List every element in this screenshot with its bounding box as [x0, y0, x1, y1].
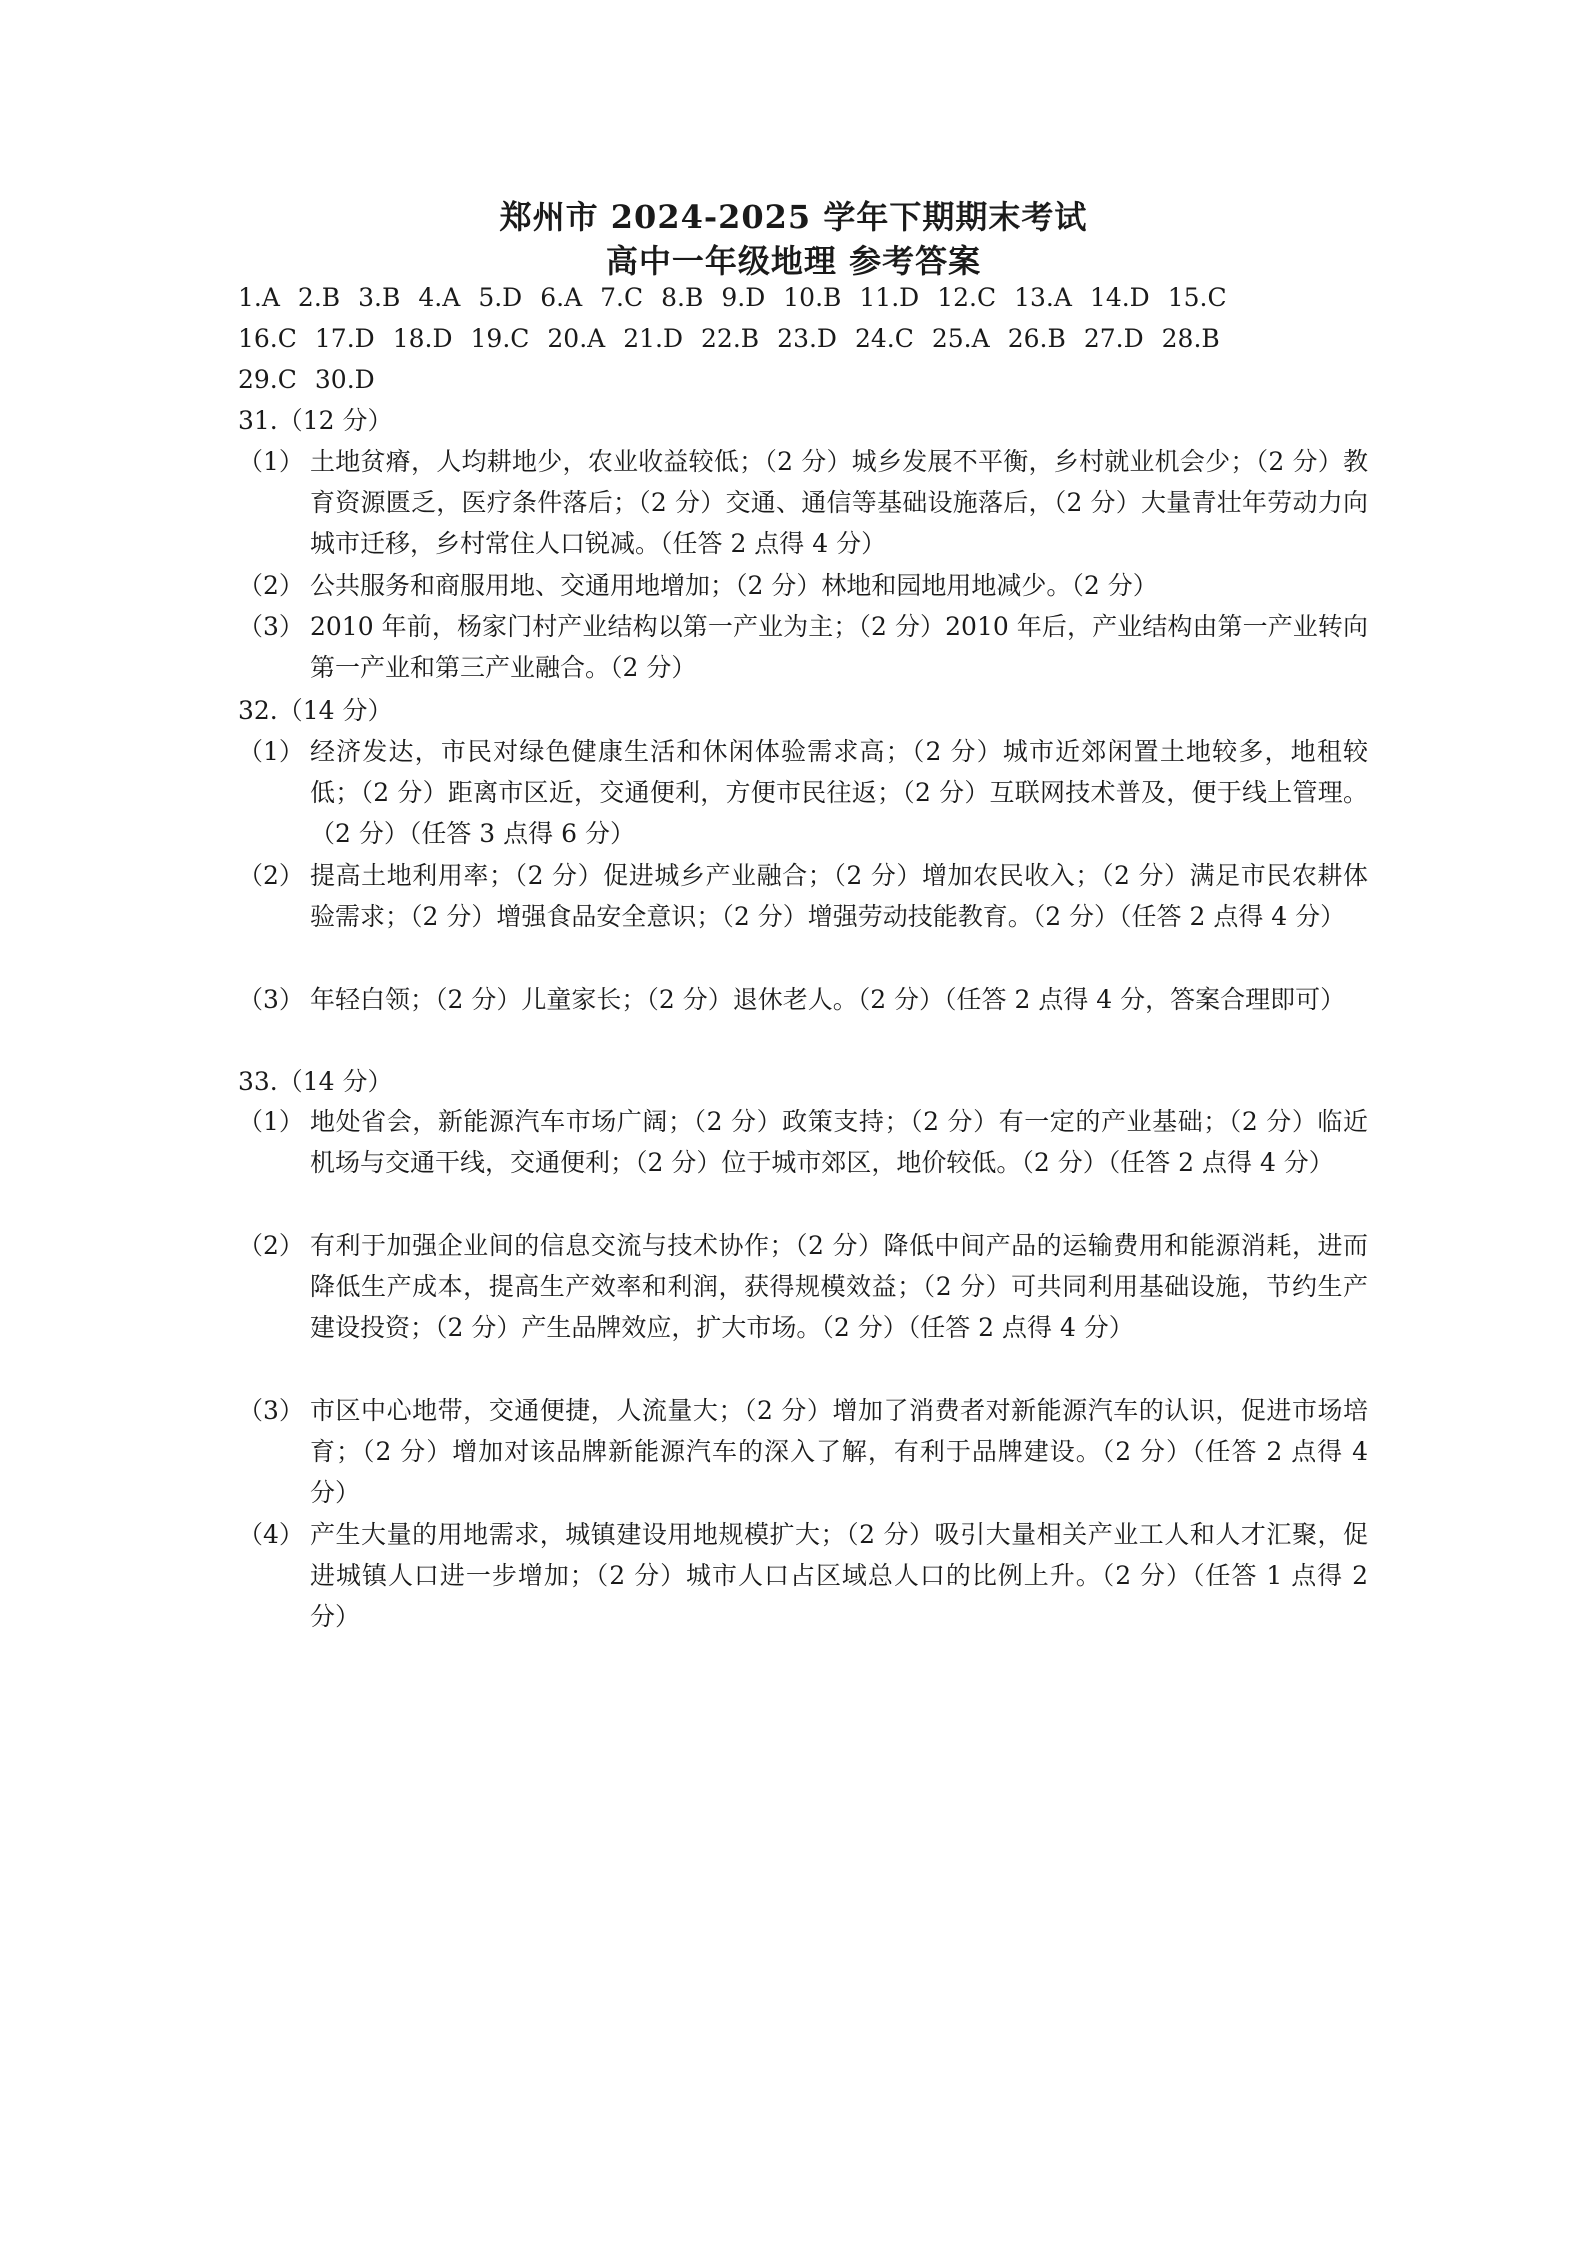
question-33-part-4	[238, 1514, 1368, 1637]
choice-answer: 16.C	[238, 324, 297, 353]
choice-answer: 19.C	[470, 324, 530, 353]
part-answer: 土地贫瘠，人均耕地少，农业收益较低；（2 分）城乡发展不平衡，乡村就业机会少；（2 分）教育资源匮乏，医疗条件落后；（2 分）交通、通信等基础设施落后，（2 分）大量青壮年劳动力向城市迁移，乡村常住人口锐减。（任答 2 点得 4 分）	[310, 447, 1368, 558]
part-answer: 公共服务和商服用地、交通用地增加；（2 分）林地和园地用地减少。（2 分）	[310, 571, 1158, 600]
choice-answer: 24.C	[854, 324, 914, 353]
choice-answer: 29.C	[238, 365, 297, 394]
choice-answer: 21.D	[623, 324, 684, 353]
part-answer: 产生大量的用地需求，城镇建设用地规模扩大；（2 分）吸引大量相关产业工人和人才汇聚，促进城镇人口进一步增加；（2 分）城市人口占区域总人口的比例上升。（2 分）（任答 1 点得 2 分）	[310, 1520, 1368, 1631]
question-32-part-1	[238, 731, 1368, 854]
part-answer: 年轻白领；（2 分）儿童家长；（2 分）退休老人。（2 分）（任答 2 点得 4 分，答案合理即可）	[310, 985, 1346, 1014]
choice-answer: 6.A	[540, 283, 583, 312]
part-answer: 地处省会，新能源汽车市场广阔；（2 分）政策支持；（2 分）有一定的产业基础；（2 分）临近机场与交通干线，交通便利；（2 分）位于城市郊区，地价较低。（2 分）（任答 2 点得 4 分）	[310, 1107, 1368, 1177]
choice-answer: 3.B	[358, 283, 401, 312]
choice-answer: 26.B	[1007, 324, 1066, 353]
part-number: （1）	[238, 1107, 304, 1136]
choice-answer: 13.A	[1014, 283, 1072, 312]
part-number: （2）	[238, 861, 304, 890]
part-answer: 有利于加强企业间的信息交流与技术协作；（2 分）降低中间产品的运输费用和能源消耗，进而降低生产成本，提高生产效率和利润，获得规模效益；（2 分）可共同利用基础设施，节约生产建设投资；（2 分）产生品牌效应，扩大市场。（2 分）（任答 2 点得 4 分）	[310, 1231, 1368, 1342]
part-number: （1）	[238, 737, 304, 766]
question-31-part-3	[238, 606, 1368, 688]
question-32-part-3	[238, 979, 1368, 1061]
question-33-part-3	[238, 1390, 1368, 1513]
choice-answers-row-3	[238, 362, 393, 398]
choice-answer: 25.A	[931, 324, 990, 353]
question-31-part-2	[238, 565, 1368, 606]
choice-answer: 28.B	[1161, 324, 1220, 353]
part-number: （4）	[238, 1520, 304, 1549]
choice-answers-row-1	[238, 280, 1245, 316]
question-33-heading: 33.（14 分）	[238, 1067, 393, 1096]
question-32-heading: 32.（14 分）	[238, 696, 393, 725]
choice-answer: 1.A	[238, 283, 280, 312]
part-number: （2）	[238, 1231, 304, 1260]
choice-answer: 2.B	[297, 283, 341, 312]
choice-answer: 10.B	[783, 283, 842, 312]
choice-answers-row-2	[238, 321, 1238, 357]
question-32-part-2	[238, 855, 1368, 978]
choice-answer: 14.D	[1089, 283, 1150, 312]
question-33-part-1	[238, 1101, 1368, 1224]
part-answer: 提高土地利用率；（2 分）促进城乡产业融合；（2 分）增加农民收入；（2 分）满足市民农耕体验需求；（2 分）增强食品安全意识；（2 分）增强劳动技能教育。（2 分）（任答 2 点得 4 分）	[310, 861, 1368, 931]
choice-answer: 15.C	[1167, 283, 1227, 312]
choice-answer: 27.D	[1083, 324, 1144, 353]
choice-answer: 4.A	[418, 283, 461, 312]
choice-answer: 8.B	[661, 283, 704, 312]
part-number: （3）	[238, 985, 304, 1014]
question-31-part-1	[238, 441, 1368, 564]
part-number: （3）	[238, 612, 304, 641]
choice-answer: 12.C	[937, 283, 997, 312]
choice-answer: 5.D	[478, 283, 523, 312]
choice-answer: 30.D	[314, 365, 375, 394]
part-answer: 市区中心地带，交通便捷，人流量大；（2 分）增加了消费者对新能源汽车的认识，促进市场培育；（2 分）增加对该品牌新能源汽车的深入了解，有利于品牌建设。（2 分）（任答 2 点得 4 分）	[310, 1396, 1368, 1507]
exam-subtitle: 高中一年级地理 参考答案	[605, 242, 982, 280]
part-answer: 经济发达，市民对绿色健康生活和休闲体验需求高；（2 分）城市近郊闲置土地较多，地租较低；（2 分）距离市区近，交通便利，方便市民往返；（2 分）互联网技术普及，便于线上管理。（2 分）（任答 3 点得 6 分）	[310, 737, 1368, 848]
choice-answer: 7.C	[600, 283, 644, 312]
part-answer: 2010 年前，杨家门村产业结构以第一产业为主；（2 分）2010 年后，产业结构由第一产业转向第一产业和第三产业融合。（2 分）	[310, 612, 1368, 682]
part-number: （2）	[238, 571, 304, 600]
part-number: （3）	[238, 1396, 304, 1425]
part-number: （1）	[238, 447, 304, 476]
question-33-part-2	[238, 1225, 1368, 1389]
choice-answer: 11.D	[859, 283, 920, 312]
choice-answer: 22.B	[701, 324, 760, 353]
choice-answer: 23.D	[777, 324, 837, 353]
question-31-heading: 31.（12 分）	[238, 406, 393, 435]
choice-answer: 18.D	[392, 324, 453, 353]
choice-answer: 17.D	[314, 324, 375, 353]
exam-title: 郑州市 2024-2025 学年下期期末考试	[499, 198, 1088, 236]
choice-answer: 20.A	[547, 324, 606, 353]
choice-answer: 9.D	[721, 283, 766, 312]
